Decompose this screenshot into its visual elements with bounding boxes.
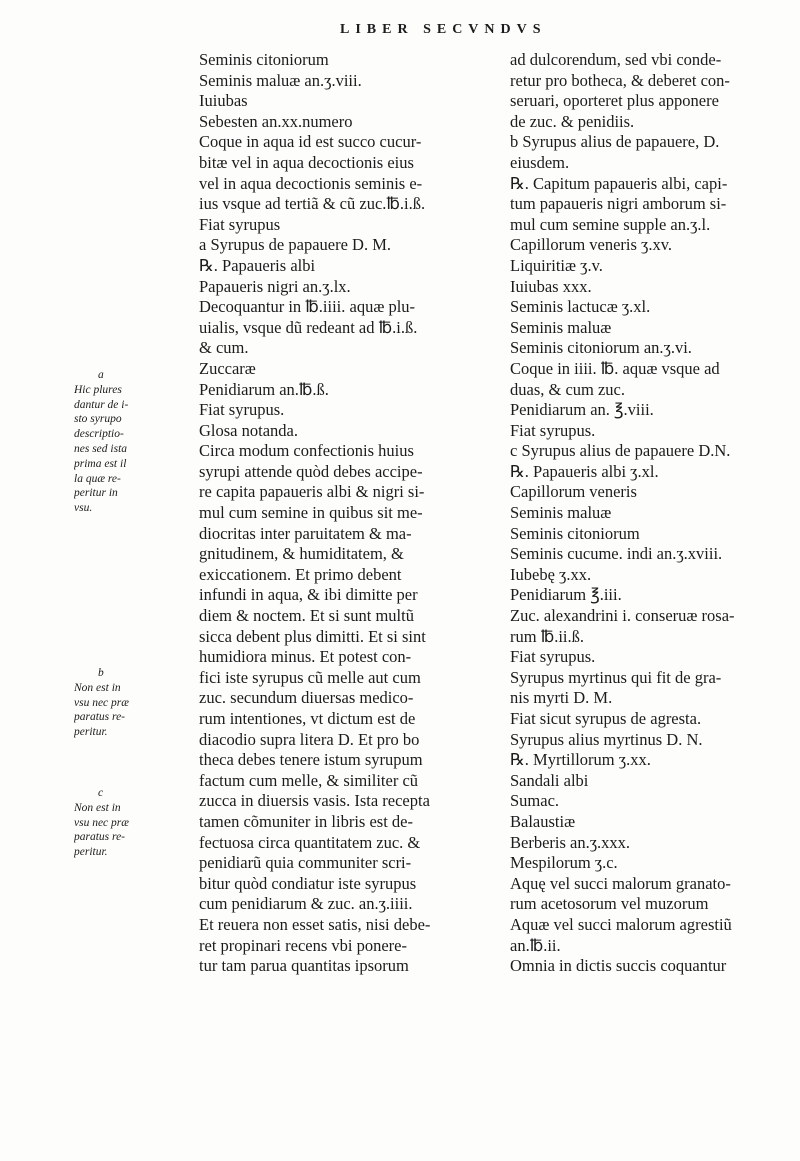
text-line: bitur quòd condiatur iste syrupus	[199, 873, 417, 893]
text-line: Seminis citoniorum an.ʒ.vi.	[510, 338, 692, 358]
text-line: ret propinari recens vbi ponere-	[199, 935, 407, 955]
text-line: Seminis cucume. indi an.ʒ.xviii.	[510, 544, 723, 564]
text-line: zuc. secundum diuersas medico-	[199, 688, 414, 708]
text-line: re capita papaueris albi & nigri si-	[199, 482, 425, 502]
text-line: Syrupus myrtinus qui fit de gra-	[510, 667, 722, 687]
text-line: Capillorum veneris	[510, 482, 637, 502]
text-line: Berberis an.ʒ.xxx.	[510, 832, 631, 852]
text-line: Seminis maluæ an.ʒ.viii.	[199, 70, 362, 90]
text-line: Fiat syrupus.	[199, 400, 285, 420]
text-line: Coque in iiii. ℔. aquæ vsque ad	[510, 358, 720, 378]
text-line: Aquę vel succi malorum granato-	[510, 873, 731, 893]
text-line: Zuc. alexandrini i. conseruæ rosa-	[510, 606, 735, 626]
marginal-note-line: vsu.	[74, 502, 93, 515]
text-line: diacodio supra litera D. Et pro bo	[199, 729, 420, 749]
text-line: Iuiubas xxx.	[510, 276, 592, 296]
text-line: theca debes tenere istum syrupum	[199, 750, 423, 770]
text-line: cum penidiarum & zuc. an.ʒ.iiii.	[199, 894, 413, 914]
marginal-note-line: Non est in	[74, 681, 121, 694]
marginal-note-line: sto syrupo	[74, 413, 122, 426]
text-line: Seminis citoniorum	[199, 50, 329, 69]
note-mark-a: a	[98, 369, 104, 381]
text-line: Seminis lactucæ ʒ.xl.	[510, 297, 651, 317]
text-line: Fiat syrupus.	[510, 647, 596, 667]
text-line: & cum.	[199, 338, 249, 358]
text-line: eiusdem.	[510, 152, 570, 172]
text-line: Iuiubas	[199, 91, 248, 111]
marginal-note-line: Non est in	[74, 801, 121, 814]
text-line: Iubebę ʒ.xx.	[510, 564, 592, 584]
text-line: mul cum semine in quibus sit me-	[199, 503, 423, 523]
text-line: diem & noctem. Et si sunt multũ	[199, 606, 414, 626]
text-line: syrupi attende quòd debes accipe-	[199, 461, 423, 481]
text-line: Seminis maluæ	[510, 317, 612, 337]
text-line: Sumac.	[510, 791, 560, 811]
text-line: Omnia in dictis succis coquantur	[510, 956, 727, 976]
marginal-note-line: prima est il	[74, 457, 127, 470]
marginal-note-line: paratus re-	[74, 831, 126, 844]
text-line: de zuc. & penidiis.	[510, 111, 635, 131]
text-line: Glosa notanda.	[199, 420, 298, 440]
text-line: Coque in aqua id est succo cucur-	[199, 132, 422, 152]
note-mark-b: b	[98, 667, 104, 679]
marginal-note-line: paratus re-	[74, 711, 126, 724]
text-line: Capillorum veneris ʒ.xv.	[510, 235, 673, 255]
marginal-note-c	[74, 786, 154, 860]
marginal-note-line: peritur in	[74, 487, 118, 500]
text-line: fici iste syrupus cũ melle aut cum	[199, 667, 421, 687]
text-line: duas, & cum zuc.	[510, 379, 626, 399]
marginal-note-line: vsu nec præ	[74, 696, 129, 709]
text-line: retur pro botheca, & deberet con-	[510, 70, 730, 90]
text-line: an.℔.ii.	[510, 935, 561, 955]
marginal-note-line: descriptio-	[74, 428, 124, 441]
text-line: Liquiritiæ ʒ.v.	[510, 255, 603, 275]
text-line: diocritas inter paruitatem & ma-	[199, 523, 412, 543]
marginal-note-b	[74, 666, 154, 740]
text-line: ℞. Capitum papaueris albi, capi-	[510, 173, 728, 193]
text-line: Aquæ vel succi malorum agrestiũ	[510, 914, 732, 934]
text-line: rum acetosorum vel muzorum	[510, 894, 709, 914]
text-line: zucca in diuersis vasis. Ista recepta	[199, 791, 430, 811]
text-line: tur tam parua quantitas ipsorum	[199, 956, 409, 976]
text-line: c Syrupus alius de papauere D.N.	[510, 441, 731, 461]
text-line: sicca debent plus dimitti. Et si sint	[199, 626, 426, 646]
text-line: Mespilorum ʒ.c.	[510, 853, 618, 873]
text-line: penidiarũ quia communiter scri-	[199, 853, 412, 873]
text-line: ℞. Papaueris albi	[199, 255, 316, 275]
text-line: gnitudinem, & humiditatem, &	[199, 544, 404, 564]
marginal-note-line: dantur de i-	[74, 398, 129, 411]
text-line: Seminis citoniorum	[510, 523, 640, 543]
text-line: Penidiarum ℥.iii.	[510, 585, 622, 605]
text-line: Balaustiæ	[510, 811, 576, 831]
text-line: ℞. Papaueris albi ʒ.xl.	[510, 461, 659, 481]
text-line: vel in aqua decoctionis seminis e-	[199, 173, 423, 193]
text-line: Circa modum confectionis huius	[199, 441, 414, 461]
text-line: bitæ vel in aqua decoctionis eius	[199, 152, 414, 172]
text-line: Zuccaræ	[199, 358, 256, 378]
running-header: LIBER SECVNDVS	[340, 22, 547, 37]
marginal-note-a	[74, 368, 154, 516]
text-line: a Syrupus de papauere D. M.	[199, 235, 391, 255]
text-line: infundi in aqua, & ibi dimitte per	[199, 585, 418, 605]
text-line: rum intentiones, vt dictum est de	[199, 709, 416, 728]
text-line: ius vsque ad tertiã & cũ zuc.℔.i.ß.	[199, 194, 426, 214]
marginal-note-line: la quæ re-	[74, 472, 121, 485]
text-line: humidiora minus. Et potest con-	[199, 647, 412, 667]
text-line: Seminis maluæ	[510, 503, 612, 523]
text-line: tamen cõmuniter in libris est de-	[199, 811, 413, 831]
text-line: Fiat syrupus	[199, 214, 281, 234]
text-line: factum cum melle, & similiter cũ	[199, 770, 419, 790]
text-line: rum ℔.ii.ß.	[510, 626, 584, 646]
marginal-note-line: peritur.	[74, 846, 108, 859]
text-line: uialis, vsque dũ redeant ad ℔.i.ß.	[199, 317, 418, 337]
right-text-column	[510, 50, 795, 977]
text-line: Et reuera non esset satis, nisi debe-	[199, 914, 431, 934]
text-line: Sandali albi	[510, 770, 589, 790]
text-line: ad dulcorendum, sed vbi conde-	[510, 50, 722, 69]
text-line: Decoquantur in ℔.iiii. aquæ plu-	[199, 297, 416, 317]
note-mark-c: c	[98, 787, 104, 799]
text-line: b Syrupus alius de papauere, D.	[510, 132, 720, 152]
text-line: seruari, oporteret plus apponere	[510, 91, 719, 111]
text-line: tum papaueris nigri amborum si-	[510, 194, 727, 214]
text-line: Syrupus alius myrtinus D. N.	[510, 729, 703, 749]
left-text-column	[199, 50, 521, 977]
marginal-note-line: Hic plures	[74, 383, 122, 396]
text-line: Penidiarum an.℔.ß.	[199, 379, 329, 399]
text-line: Sebesten an.xx.numero	[199, 111, 353, 131]
text-line: Papaueris nigri an.ʒ.lx.	[199, 276, 351, 296]
text-line: fectuosa circa quantitatem zuc. &	[199, 832, 421, 852]
text-line: nis myrti D. M.	[510, 688, 613, 708]
text-line: Penidiarum an. ℥.viii.	[510, 400, 654, 420]
text-line: exiccationem. Et primo debent	[199, 564, 402, 584]
text-line: ℞. Myrtillorum ʒ.xx.	[510, 750, 651, 770]
marginal-note-line: peritur.	[74, 726, 108, 739]
text-line: Fiat sicut syrupus de agresta.	[510, 709, 702, 728]
text-line: mul cum semine supple an.ʒ.l.	[510, 214, 711, 234]
text-line: Fiat syrupus.	[510, 420, 596, 440]
marginal-note-line: nes sed ista	[74, 442, 128, 455]
marginal-note-line: vsu nec præ	[74, 816, 129, 829]
